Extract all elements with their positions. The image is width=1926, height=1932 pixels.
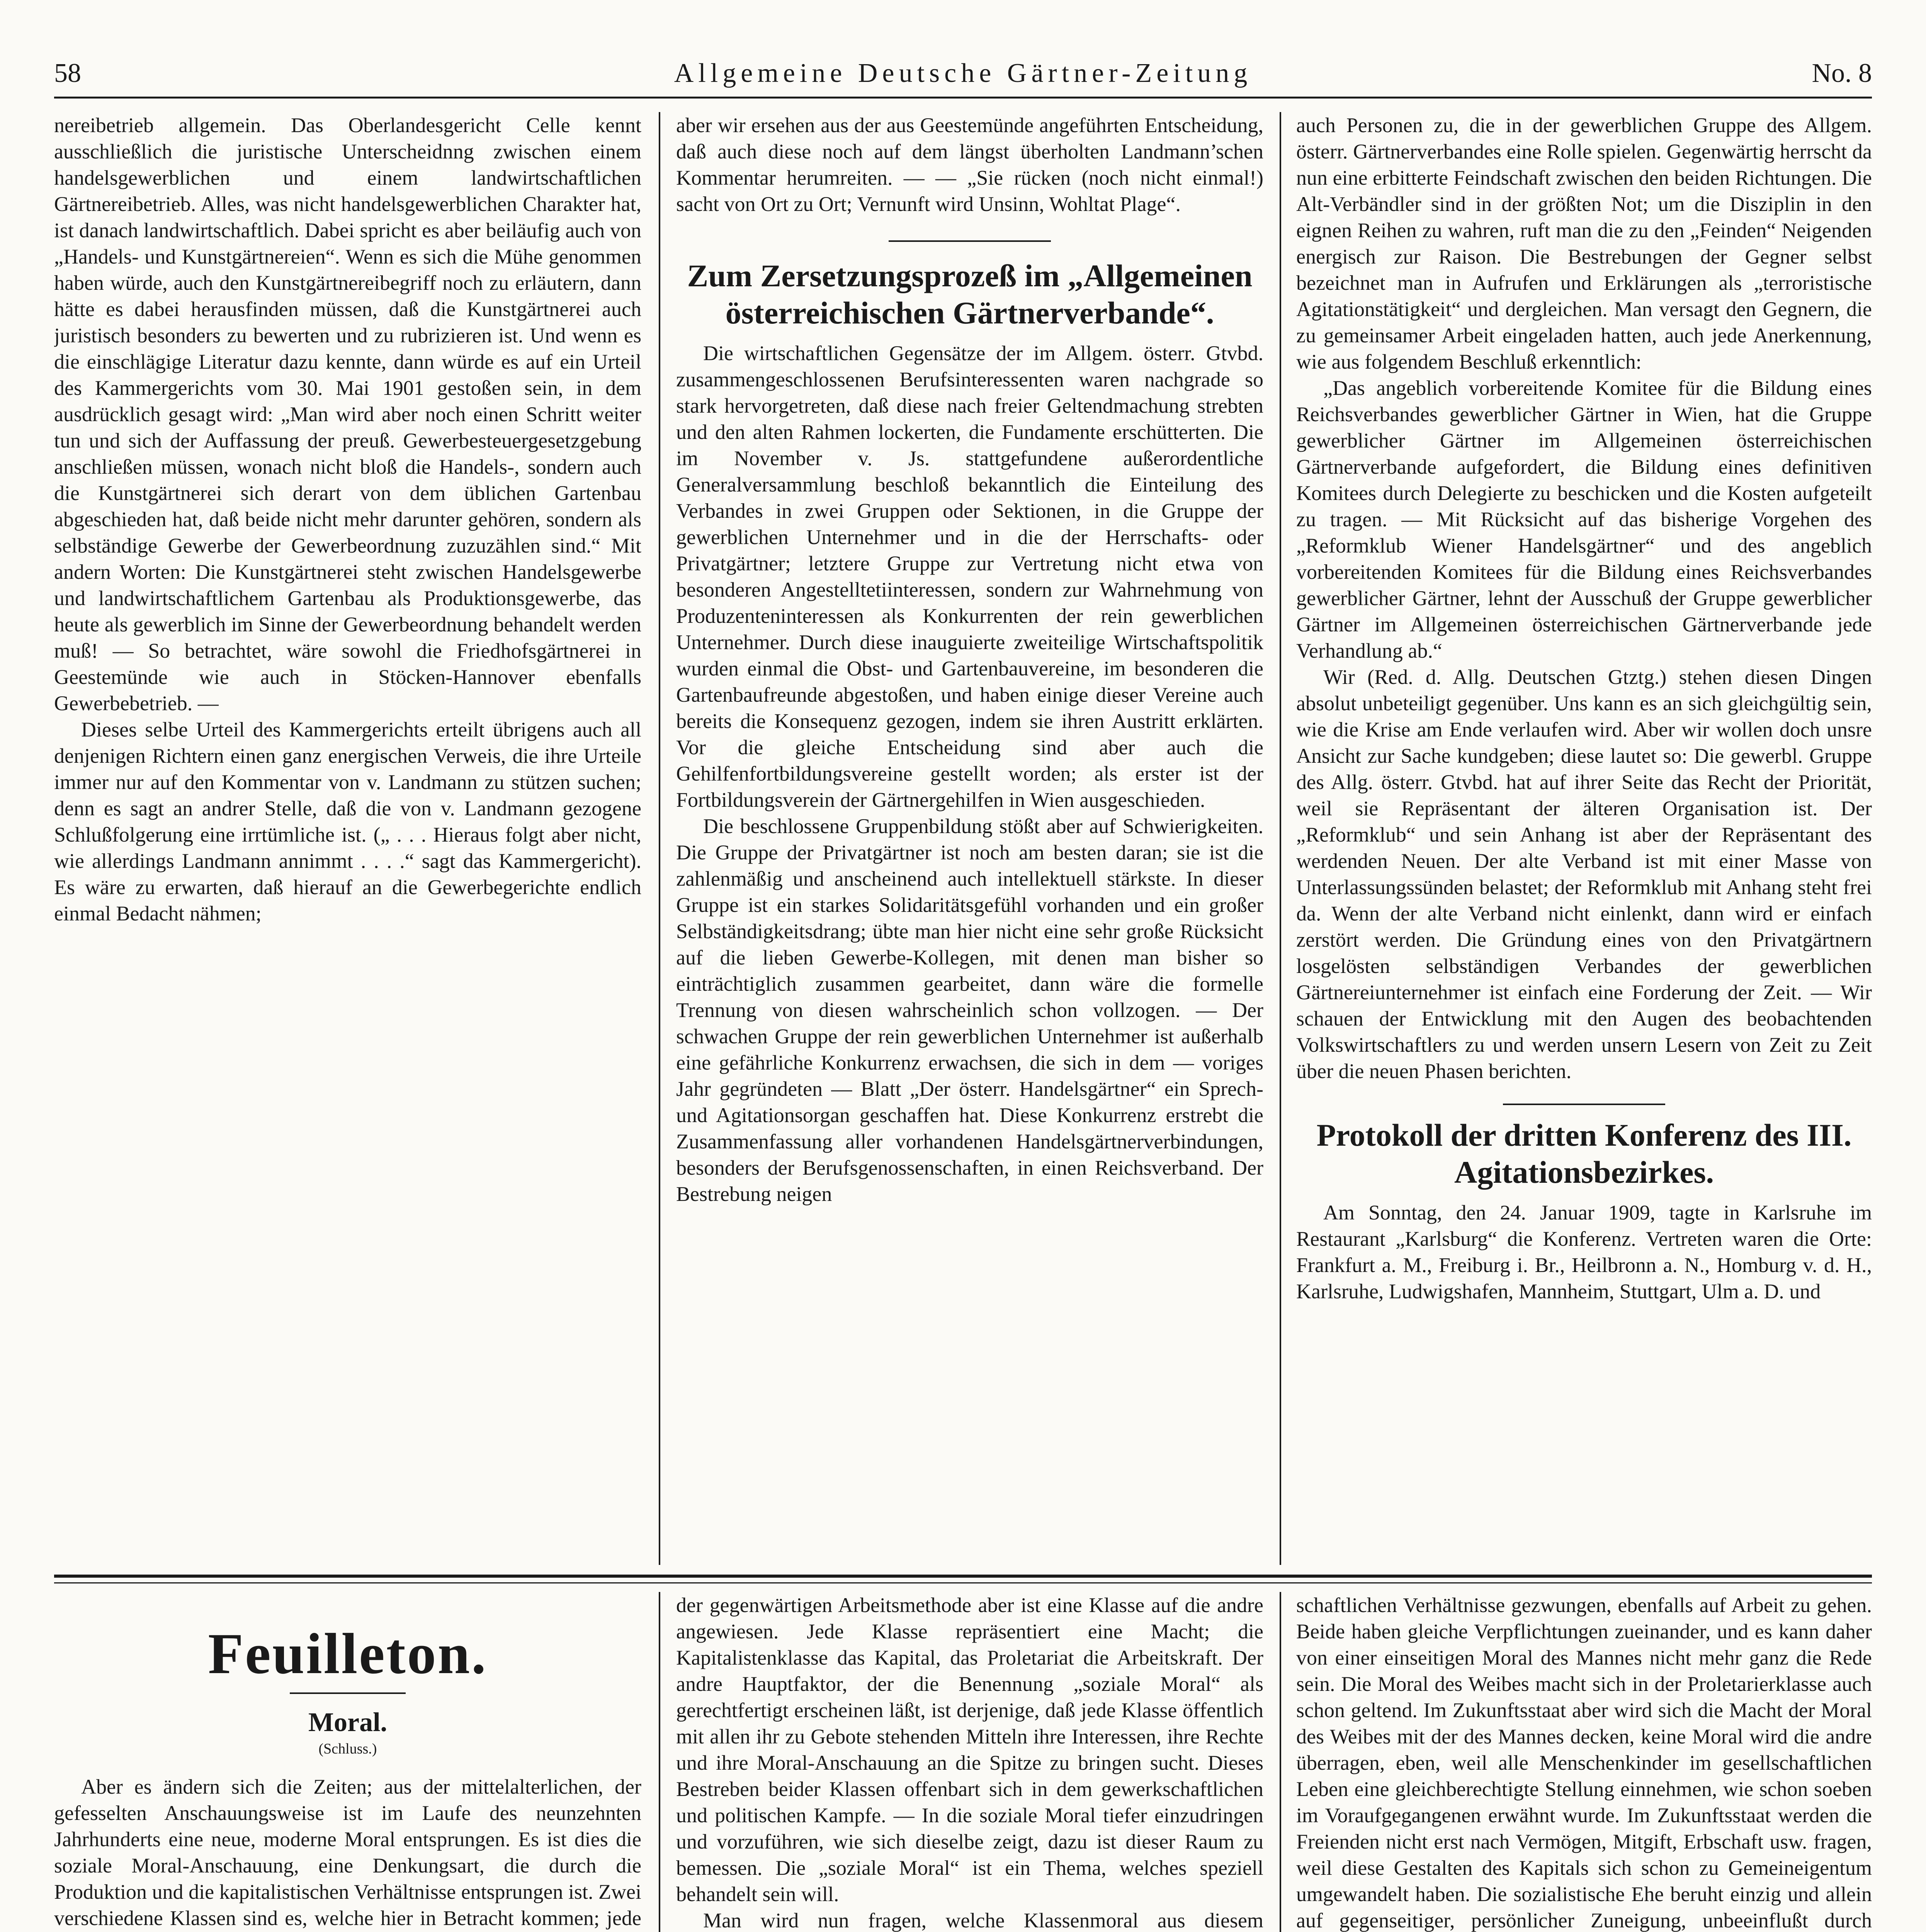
feuilleton-column-3	[1296, 1592, 1872, 1932]
feuilleton-heading: Feuilleton.	[208, 1622, 488, 1686]
header-rule	[54, 97, 1872, 99]
page-number: 58	[54, 58, 81, 88]
paragraph: Am Sonntag, den 24. Januar 1909, tagte in Karlsruhe im Restaurant „Karlsburg“ die Konferenz. Vertreten waren die Orte: Frankfurt a. M., Freiburg i. Br., Heilbronn a. N., Homburg v. d. H., Karlsruhe, Ludwigshafen, Mannheim, Stuttgart, Ulm a. D. und	[1296, 1201, 1872, 1303]
feuilleton-column-2	[676, 1592, 1263, 1932]
paragraph: nereibetrieb allgemein. Das Oberlandesgericht Celle kennt ausschließlich die juristische Unterscheidnng zwischen einem handelsgewerblichen und einem landwirtschaftlichen Gärtnereibetrieb. Alles, was nicht handelsgewerblichen Charakter hat, ist danach landwirtschaftlich. Dabei spricht es aber beiläufig auch von „Handels- und Kunstgärtnereien“. Wenn es sich die Mühe genommen haben würde, auch den Kunstgärtnereibegriff noch zu erläutern, dann hätte es dabei herausfinden müssen, daß die Kunstgärtnerei auch juristisch besonders zu bewerten und zu rubrizieren ist. Und wenn es die einschlägige Literatur dazu kennte, dann würde es auf ein Urteil des Kammergerichts vom 30. Mai 1901 gestoßen sein, in dem ausdrücklich gesagt wird: „Man wird aber noch einen Schritt weiter tun und sich der Auffassung der preuß. Gewerbesteuergesetzgebung anschließen müssen, wonach nicht bloß die Handels-, sondern auch die Kunstgärtnerei sich derart von dem üblichen Gartenbau abgeschieden hat, daß beide nicht mehr darunter gehören, sondern als selbständige Gewerbe der Gewerbeordnung zuzuzählen sind.“ Mit andern Worten: Die Kunstgärtnerei steht zwischen Handelsgewerbe und landwirtschaftlichem Gartenbau als Produktionsgewerbe, das heute als gewerblich im Sinne der Gewerbeordnung behandelt werden muß! — So betrachtet, wäre sowohl die Friedhofsgärtnerei in Geestemünde wie auch in Stöcken-Hannover ebenfalls Gewerbebetrieb. —	[54, 114, 641, 715]
feuilleton-subheading: Moral.	[308, 1708, 388, 1737]
page-header	[54, 54, 1872, 108]
quote-paragraph: „Das angeblich vorbereitende Komitee für die Bildung eines Reichsverbandes gewerblicher Gärtner in Wien, hat die Gruppe gewerblicher Gärtner im Allgemeinen österreichischen Gärtnerverbande aufgefordert, die Bildung eines definitiven Komitees durch Delegierte zu beschicken und die Kosten aufgeteilt zu tragen. — Mit Rücksicht auf das bisherige Vorgehen des „Reformklub Wiener Handelsgärtner“ und des angeblich vorbereitenden Komitees für die Bildung eines Reichsverbandes gewerblicher Gärtner, lehnt der Ausschuß der Gruppe gewerblicher Gärtner im Allgemeinen österreichischen Gärtnerverbande jede Verhandlung ab.“	[1296, 376, 1872, 662]
top-column-3	[1296, 112, 1872, 1565]
paragraph: aber wir ersehen aus der aus Geestemünde angeführten Entscheidung, daß auch diese noch auf dem längst überholten Landmann’schen Kommentar herumreiten. — — „Sie rücken (noch nicht einmal!) sacht von Ort zu Ort; Vernunft wird Unsinn, Wohltat Plage“.	[676, 114, 1263, 216]
column-divider	[1280, 112, 1281, 1565]
heading-rule	[290, 1692, 406, 1694]
feuilleton-column-1	[54, 1592, 641, 1932]
issue-number: No. 8	[1812, 58, 1872, 88]
section-rule	[889, 240, 1051, 242]
top-column-2	[676, 112, 1263, 1565]
section-rule	[1503, 1104, 1665, 1105]
feuilleton-separator	[54, 1575, 1872, 1578]
paragraph: auch Personen zu, die in der gewerblichen Gruppe des Allgem. österr. Gärtnerverbandes eine Rolle spielen. Gegenwärtig herrscht da nun eine erbitterte Feindschaft zwischen den beiden Richtungen. Die Alt-Verbändler sind in der größten Not; um die Disziplin in den eignen Reihen zu wahren, ruft man die zu den „Feinden“ Neigenden energisch zur Raison. Die Bestrebungen der Gegner selbst bezeichnet man in Aufrufen und Erklärungen als „terroristische Agitationstätigkeit“ und dergleichen. Man versagt den Gegnern, die zu gemeinsamer Arbeit eingeladen hatten, auch jede Anerkennung, wie aus folgendem Beschluß erkenntlich:	[1296, 114, 1872, 373]
feuilleton-separator-thin	[54, 1582, 1872, 1583]
paragraph: Die wirtschaftlichen Gegensätze der im Allgem. österr. Gtvbd. zusammengeschlossenen Berufsinteressenten waren nachgrade so stark hervorgetreten, daß diese nach freier Geltendmachung strebten und den alten Rahmen lockerten, die Fundamente erschütterten. Die im November v. Js. stattgefundene außerordentliche Generalversammlung beschloß bekanntlich die Einteilung des Verbandes in zwei Gruppen oder Sektionen, in die Gruppe der gewerblichen Unternehmer und in die der Herrschafts- oder Privatgärtner; letztere Gruppe zur Vertretung nicht etwa von besonderen Angestelltetiinteressen, sondern zur Wahrnehmung von Produzenteninteressen als Konkurrenten der rein gewerblichen Unternehmer. Durch diese inauguierte zweiteilige Wirtschaftspolitik wurden einmal die Obst- und Gartenbauvereine, im besonderen die Gartenbaufreunde abgestoßen, und haben einige dieser Vereine auch bereits die Konsequenz gezogen, indem sie ihren Austritt erklärten. Vor die gleiche Entscheidung sind aber auch die Gehilfenfortbildungsvereine gestellt worden; als erster ist der Fortbildungsverein der Gärtnergehilfen in Wien ausgeschieden.	[676, 342, 1263, 811]
newspaper-title: Allgemeine Deutsche Gärtner-Zeitung	[674, 58, 1252, 88]
paragraph: Aber es ändern sich die Zeiten; aus der mittelalterlichen, der gefesselten Anschauungsweise ist im Laufe des neunzehnten Jahrhunderts eine neue, moderne Moral entsprungen. Es ist dies die soziale Moral-Anschauung, eine Denkungsart, die durch die Produktion und die kapitalistischen Verhältnisse entsprungen ist. Zwei verschiedene Klassen sind es, welche hier in Betracht kommen; jede	[54, 1775, 641, 1930]
column-divider	[659, 1592, 660, 1932]
paragraph: der gegenwärtigen Arbeitsmethode aber ist eine Klasse auf die andre angewiesen. Jede Klasse repräsentiert eine Macht; die Kapitalistenklasse das Kapital, das Proletariat die Arbeitskraft. Der andre Hauptfaktor, der die Benennung „soziale Moral“ als gerechtfertigt erscheinen läßt, ist derjenige, daß jede Klasse öffentlich mit allen ihr zu Gebote stehenden Mitteln ihre Interessen, ihre Rechte und ihre Moral-Anschauung an die Spitze zu bringen sucht. Dieses Bestreben beider Klassen offenbart sich in dem gewerkschaftlichen und politischen Kampfe. — In die soziale Moral tiefer einzudringen und vorzuführen, wie sich dieselbe zeigt, dazu ist dieser Raum zu bemessen. Die „soziale Moral“ ist ein Thema, welches speziell behandelt sein will.	[676, 1594, 1263, 1906]
paragraph: Die beschlossene Gruppenbildung stößt aber auf Schwierigkeiten. Die Gruppe der Privatgärtner ist noch am besten daran; sie ist die zahlenmäßig und anscheinend auch intellektuell stärkste. In dieser Gruppe ist ein starkes Solidaritätsgefühl vorhanden und ein großer Selbständigkeitsdrang; übte man hier nicht eine sehr große Rücksicht auf die lieben Gewerbe-Kollegen, mit denen man bisher so einträchtiglich zusammen gearbeitet, dann wäre die formelle Trennung von diesen wahrscheinlich schon vollzogen. — Der schwachen Gruppe der rein gewerblichen Unternehmer ist außerhalb eine gefährliche Konkurrenz erwachsen, die sich in dem — voriges Jahr gegründeten — Blatt „Der österr. Handelsgärtner“ ein Sprech- und Agitationsorgan geschaffen hat. Diese Konkurrenz erstrebt die Zusammenfassung aller vorhandenen Handelsgärtnerverbindungen, besonders der Berufsgenossenschaften, in einen Reichsverband. Der Bestrebung neigen	[676, 815, 1263, 1206]
column-divider	[1280, 1592, 1281, 1932]
paragraph: Wir (Red. d. Allg. Deutschen Gtztg.) stehen diesen Dingen absolut unbeteiligt gegenüber. Uns kann es an sich gleichgültig sein, wie die Krise am Ende verlaufen wird. Aber wir wollen doch unsre Ansicht zur Sache kundgeben; diese lautet so: Die gewerbl. Gruppe des Allg. österr. Gtvbd. hat auf ihrer Seite das Recht der Priorität, weil sie Repräsentant der älteren Organisation ist. Der „Reformklub“ und sein Anhang ist aber der Repräsentant des werdenden Neuen. Der alte Verband ist mit einer Masse von Unterlassungssünden belastet; der Reformklub mit Anhang steht frei da. Wenn der alte Verband nicht einlenkt, dann wird er einfach zerstört werden. Die Gründung eines von den Privatgärtnern losgelösten selbständigen Verbandes der gewerblichen Gärtnereiunternehmer ist einfach eine Forderung der Zeit. — Wir schauen der Entwicklung mit den Augen des beobachtenden Volkswirtschaftlers zu und werden unsern Lesern von Zeit zu Zeit über die neuen Phasen berichten.	[1296, 665, 1872, 1083]
article-heading: Protokoll der dritten Konferenz des III. Agitationsbezirkes.	[1316, 1117, 1852, 1190]
paragraph: Man wird nun fragen, welche Klassenmoral aus diesem	[703, 1909, 1263, 1932]
paragraph: schaftlichen Verhältnisse gezwungen, ebenfalls auf Arbeit zu gehen. Beide haben gleiche Verpflichtungen zueinander, und es kann daher von einer einseitigen Moral des Mannes nicht mehr ganz die Rede sein. Die Moral des Weibes macht sich in der Proletarierklasse auch schon geltend. Im Zukunftsstaat aber wird sich die Macht der Moral des Weibes mit der des Mannes decken, keine Moral wird die andre überragen, eben, weil alle Menschenkinder im gesellschaftlichen Leben eine gleichberechtigte Stellung einnehmen, wie schon soeben im Voraufgegangenen erwähnt wurde. Im Zukunftsstaat werden die Freienden nicht erst nach Vermögen, Mitgift, Erbschaft usw. fragen, weil diese Gestalten des Kapitals sich schon zu Gemeineigentum umgewandelt haben. Die sozialistische Ehe beruht einzig und allein auf gegenseitiger, persönlicher Zuneigung, unbeeinflußt durch	[1296, 1594, 1872, 1932]
column-divider	[659, 112, 660, 1565]
paragraph: Dieses selbe Urteil des Kammergerichts erteilt übrigens auch all denjenigen Richtern einen ganz energischen Verweis, die ihre Urteile immer nur auf den Kommentar von v. Landmann zu stützen suchen; denn es sagt an andrer Stelle, daß die von v. Landmann gezogene Schlußfolgerung eine irrtümliche ist. („ . . . Hieraus folgt aber nicht, wie allerdings Landmann annimmt . . . .“ sagt das Kammergericht). Es wäre zu erwarten, daß hierauf an die Gewerbegerichte endlich einmal Bedacht nähmen;	[54, 718, 641, 925]
top-column-1	[54, 112, 641, 1565]
feuilleton-subnote: (Schluss.)	[318, 1741, 377, 1757]
article-heading: Zum Zersetzungsprozeß im „Allgemeinen österreichischen Gärtnerverbande“.	[687, 258, 1253, 330]
